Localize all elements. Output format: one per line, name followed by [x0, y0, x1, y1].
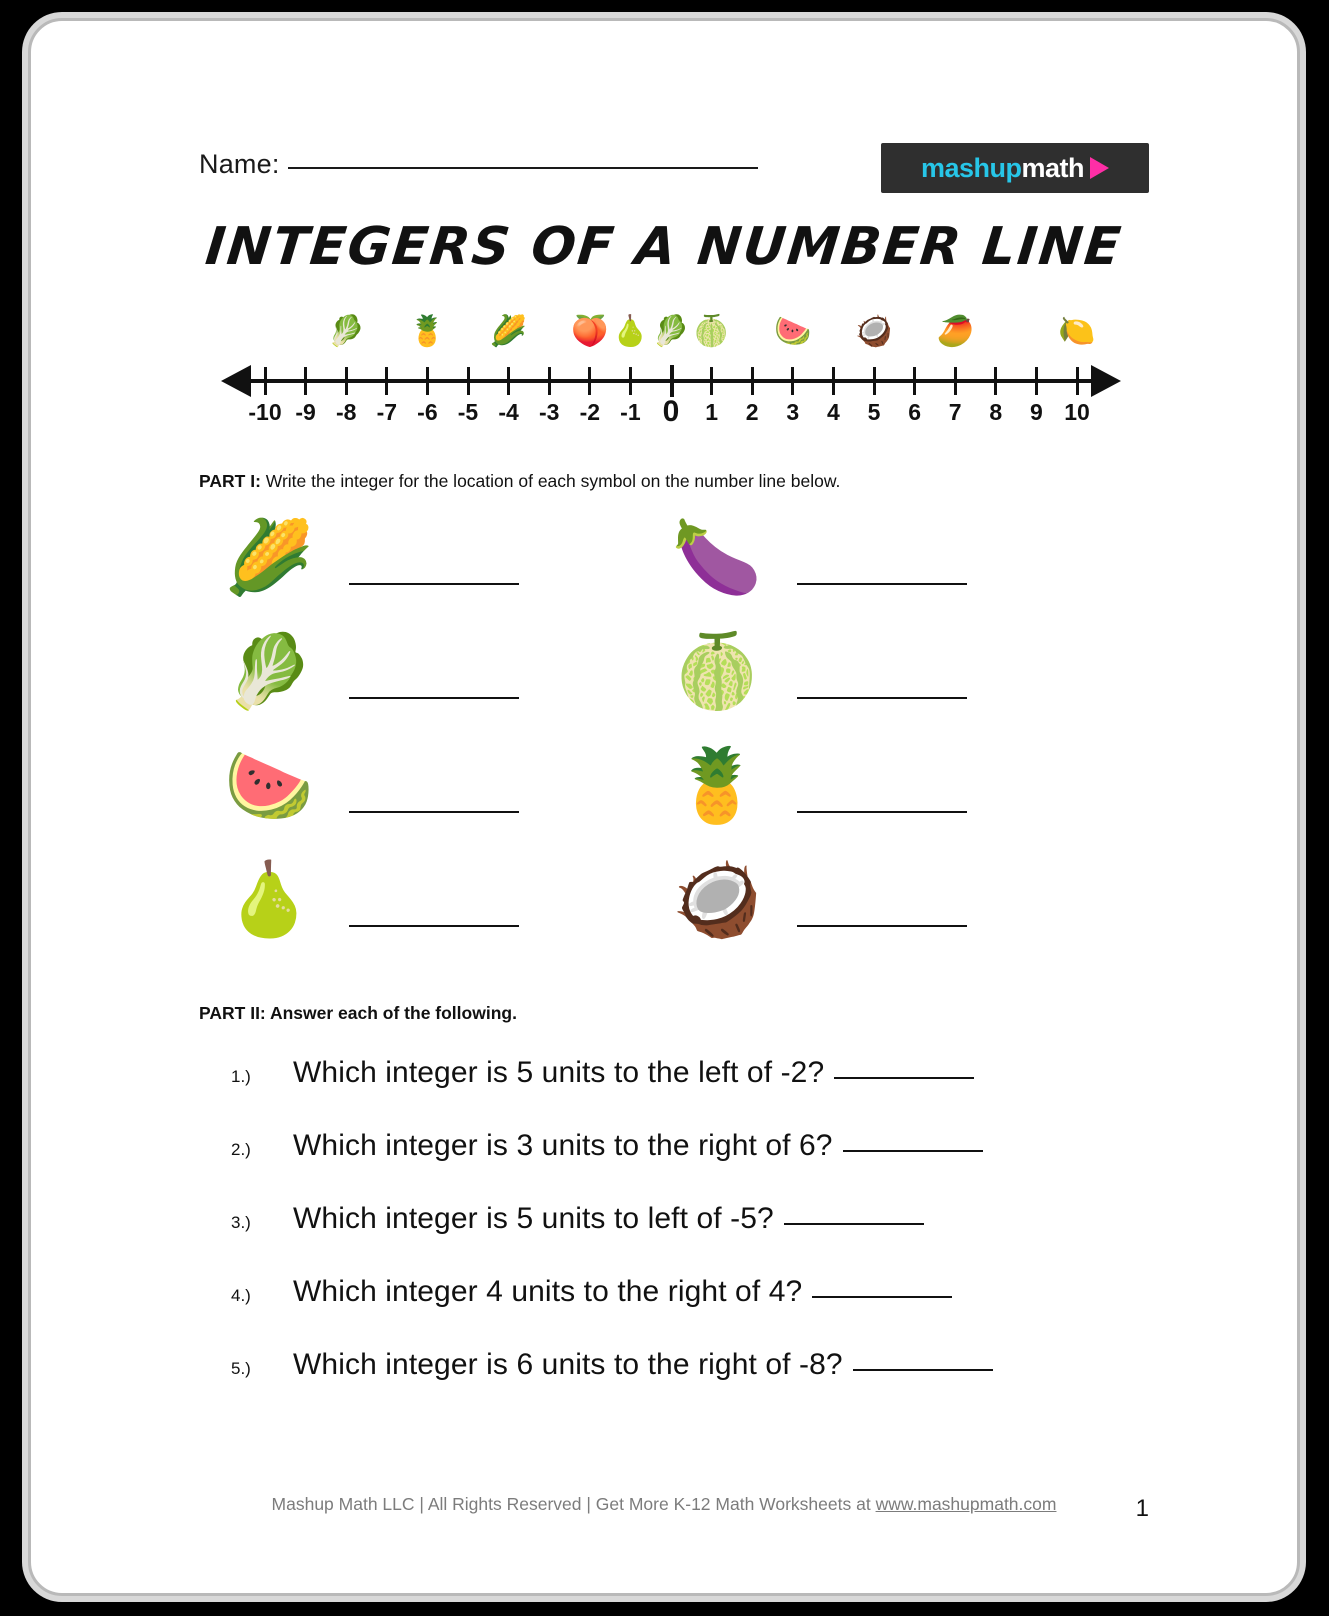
- symbol-answer-row: [199, 615, 649, 729]
- pineapple-icon: 🍍: [672, 746, 762, 826]
- question-row: [231, 1348, 1231, 1382]
- number-line-tick: [345, 367, 348, 395]
- corn-icon: 🌽: [224, 518, 314, 598]
- question-row: [231, 1129, 1231, 1163]
- number-line-tick-label: -9: [295, 399, 316, 425]
- answer-blank[interactable]: [797, 811, 967, 813]
- number-line-tick: [304, 367, 307, 395]
- number-line-tick: [1035, 367, 1038, 395]
- number-line-tick-label: -10: [248, 399, 282, 425]
- question-text: Which integer 4 units to the right of 4?: [293, 1275, 952, 1309]
- number-line-tick-label: -6: [417, 399, 438, 425]
- number-line-tick-label: 6: [908, 399, 921, 425]
- answer-blank[interactable]: [349, 925, 519, 927]
- number-line-tick-label: 10: [1064, 399, 1090, 425]
- number-line-tick: [791, 367, 794, 395]
- symbol-answer-row: [647, 843, 1097, 957]
- arrow-right-icon: [1091, 365, 1121, 397]
- part1-instructions: [199, 471, 840, 492]
- melon-icon: 🍈: [672, 632, 762, 712]
- worksheet-sheet: [31, 21, 1297, 1593]
- number-line-tick: [507, 367, 510, 395]
- number-line-tick: [1076, 367, 1079, 395]
- part1-symbol-grid: [199, 501, 1139, 981]
- number-line-tick: [832, 367, 835, 395]
- question-row: [231, 1202, 1231, 1236]
- coconut-icon: 🥥: [855, 315, 893, 348]
- question-row: [231, 1275, 1231, 1309]
- number-line-tick: [994, 367, 997, 395]
- number-line-tick-label: 4: [826, 399, 840, 425]
- question-number: 5.): [231, 1359, 251, 1378]
- name-input-blank[interactable]: [288, 167, 758, 169]
- answer-blank[interactable]: [797, 697, 967, 699]
- question-answer-blank[interactable]: [812, 1295, 952, 1298]
- beet-icon: 🍆: [672, 518, 762, 598]
- number-line-tick: [264, 367, 267, 395]
- question-number: 4.): [231, 1286, 251, 1305]
- question-text: Which integer is 5 units to left of -5?: [293, 1202, 924, 1236]
- mashupmath-logo: [881, 143, 1149, 193]
- question-number: 2.): [231, 1140, 251, 1159]
- symbol-answer-row: [199, 501, 649, 615]
- watermelon-icon: 🍉: [224, 746, 314, 826]
- part1-label: PART I:: [199, 471, 261, 491]
- question-answer-blank[interactable]: [834, 1076, 974, 1079]
- number-line-tick-label: -7: [376, 399, 398, 425]
- question-answer-blank[interactable]: [843, 1149, 983, 1152]
- answer-blank[interactable]: [349, 811, 519, 813]
- number-line-tick: [385, 367, 388, 395]
- logo-text-mashup: mashup: [920, 152, 1022, 183]
- pineapple-icon: 🍍: [408, 315, 447, 348]
- cabbage-icon: 🥬: [224, 632, 314, 712]
- number-line-tick-label: 5: [867, 399, 881, 425]
- symbol-answer-row: [647, 501, 1097, 615]
- part1-left-column: [199, 501, 649, 957]
- number-line-tick-label: -2: [579, 399, 601, 425]
- pear-icon: 🍐: [224, 860, 314, 940]
- number-line-tick-label: -8: [335, 399, 357, 425]
- number-line-tick: [710, 367, 713, 395]
- number-line-tick: [467, 367, 470, 395]
- peach-icon: 🍑: [571, 315, 609, 348]
- question-row: [231, 1056, 1231, 1090]
- number-line-tick: [873, 367, 876, 395]
- part2-question-list: [231, 1056, 1231, 1421]
- question-text: Which integer is 6 units to the right of -8?: [293, 1348, 993, 1382]
- question-answer-blank[interactable]: [784, 1222, 924, 1225]
- question-text: Which integer is 3 units to the right of 6?: [293, 1129, 983, 1163]
- papaya-icon: 🥭: [936, 315, 974, 348]
- melon-icon: 🍈: [692, 315, 731, 348]
- page-number: 1: [1135, 1495, 1149, 1522]
- beet-icon: 🥬: [652, 315, 690, 348]
- logo-text-math: math: [1021, 152, 1085, 183]
- arrow-left-icon: [221, 365, 251, 397]
- pear-icon: 🍐: [611, 315, 650, 348]
- symbol-answer-row: [199, 729, 649, 843]
- lemon-icon: 🍋: [1058, 315, 1096, 348]
- symbol-answer-row: [199, 843, 649, 957]
- number-line-tick-label: 0: [662, 395, 680, 428]
- symbol-answer-row: [647, 729, 1097, 843]
- number-line-tick-label: -3: [538, 399, 560, 425]
- name-label: Name:: [199, 149, 280, 179]
- number-line: [221, 315, 1121, 451]
- footer-link[interactable]: www.mashupmath.com: [875, 1494, 1057, 1514]
- question-number: 3.): [231, 1213, 251, 1232]
- watermelon-icon: 🍉: [774, 315, 812, 348]
- number-line-tick-label: 8: [989, 399, 1003, 425]
- number-line-tick: [629, 367, 632, 395]
- number-line-tick: [548, 367, 551, 395]
- page-title: INTEGERS OF A NUMBER LINE: [202, 217, 1126, 277]
- part2-instructions: PART II: Answer each of the following.: [199, 1003, 517, 1023]
- question-answer-blank[interactable]: [853, 1368, 993, 1371]
- question-text: Which integer is 5 units to the left of -2?: [293, 1056, 974, 1090]
- cabbage-icon: 🥬: [327, 315, 365, 348]
- number-line-tick-label: 9: [1029, 399, 1043, 425]
- symbol-answer-row: [647, 615, 1097, 729]
- corn-icon: 🌽: [489, 315, 528, 348]
- number-line-tick-label: 2: [745, 399, 759, 425]
- number-line-tick: [670, 365, 674, 397]
- answer-blank[interactable]: [349, 697, 519, 699]
- footer-text: Mashup Math LLC | All Rights Reserved | Get More K-12 Math Worksheets at: [271, 1494, 876, 1514]
- number-line-tick-label: -5: [457, 399, 479, 425]
- number-line-tick: [751, 367, 754, 395]
- number-line-tick-label: -1: [620, 399, 641, 425]
- part1-right-column: [647, 501, 1097, 957]
- question-number: 1.): [231, 1067, 251, 1086]
- number-line-tick-label: 3: [786, 399, 800, 425]
- number-line-tick-label: 7: [948, 399, 962, 425]
- name-field-row: [199, 149, 758, 180]
- number-line-tick-label: -4: [498, 399, 519, 425]
- play-triangle-icon: [1090, 157, 1109, 179]
- number-line-tick-label: 1: [705, 399, 718, 425]
- answer-blank[interactable]: [797, 925, 967, 927]
- number-line-tick: [426, 367, 429, 395]
- footer: [31, 1494, 1297, 1515]
- answer-blank[interactable]: [349, 583, 519, 585]
- worksheet-page: [28, 18, 1300, 1596]
- number-line-tick: [954, 367, 957, 395]
- number-line-tick: [913, 367, 916, 395]
- coconut-icon: 🥥: [672, 860, 762, 940]
- part1-instruction-text: Write the integer for the location of each symbol on the number line below.: [260, 471, 841, 491]
- number-line-tick: [588, 367, 591, 395]
- answer-blank[interactable]: [797, 583, 967, 585]
